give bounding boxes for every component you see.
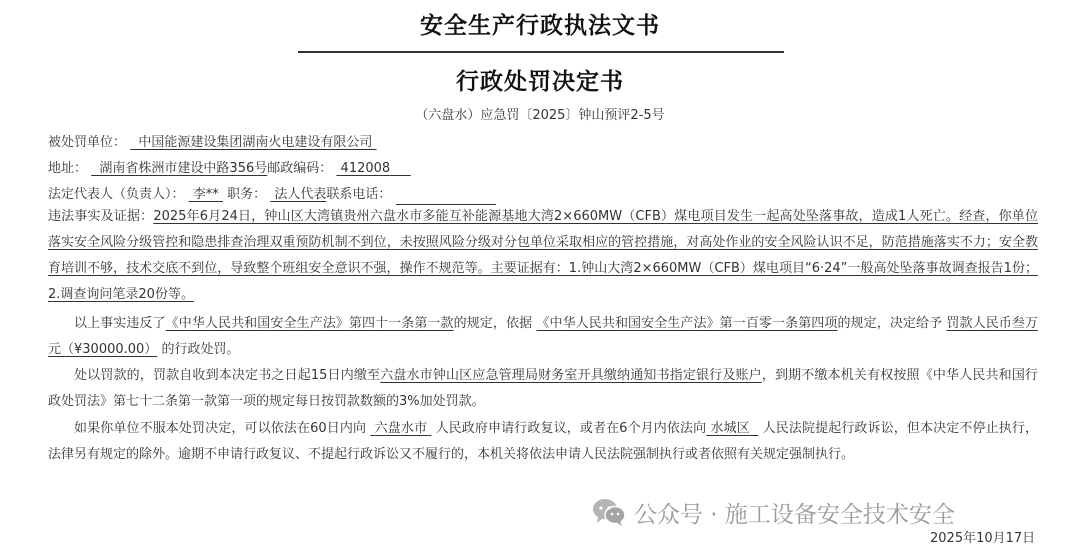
position-value: 法人代表 (274, 187, 327, 202)
penalized-unit-value: 中国能源建设集团湖南火电建设有限公司 (138, 135, 373, 150)
decision-paragraph (48, 311, 1038, 363)
postcode-label: 邮政编码： (267, 161, 333, 176)
appeal-paragraph (48, 416, 1038, 468)
penalized-unit-label: 被处罚单位： (48, 135, 127, 150)
payment-text-a: 处以罚款的，罚款自收到本决定书之日起15日内缴至 (74, 368, 381, 383)
address-label: 地址： (48, 161, 88, 176)
title-divider (298, 51, 784, 53)
watermark-text: 公众号 · 施工设备安全技术安全 (634, 501, 955, 528)
payment-paragraph (48, 363, 1038, 415)
document-number: （六盘水）应急罚〔2025〕钟山预评2-5号 (415, 108, 665, 123)
review-government: 六盘水市 (374, 421, 428, 436)
payment-text-b: ，到期不缴本机关有权按照《中华人民共和国行政处罚法》第七十二条第一款第一项的规定每日按罚款数额的3%加处罚款。 (48, 368, 1038, 409)
document-main-title: 安全生产行政执法文书 (420, 13, 660, 39)
appeal-text-b: 人民政府申请行政复议，或者在6个月内依法向 (435, 421, 707, 436)
position-label: 职务： (227, 187, 267, 202)
appeal-text-a: 如果你单位不服本处罚决定，可以依法在60日内向 (74, 421, 367, 436)
wechat-icon (592, 497, 626, 527)
violation-label: 违法事实及证据： (48, 209, 154, 224)
representative-label: 法定代表人（负责人）： (48, 187, 185, 202)
phone-label: 联系电话： (326, 187, 392, 202)
wechat-watermark (592, 492, 955, 532)
appeal-text-c: 人民法院提起行政诉讼，但本决定不停止执行，法律另有规定的除外。逾期不申请行政复议、不提起行政诉讼又不履行的，本机关将依法申请人民法院强制执行或者依照有关规定强制执行。 (48, 421, 1038, 462)
violated-law: 《中华人民共和国安全生产法》第四十一条第一款 (165, 316, 454, 331)
violation-text: 2025年6月24日，钟山区大湾镇贵州六盘水市多能互补能源基地大湾2×660MW（CFB）煤电项目发生一起高处坠落事故，造成1人死亡。经查，你单位落实安全风险分级管控和隐患排查治理双重预防机制不到位，未按照风险分级对分包单位采取相应的管控措施，对高处作业的安全风险认识不足，防范措施落实不力；安全教育培训不够，技术交底不到位，导致整个班组安全意识不强，操作不规范等。主要证据有：1.钟山大湾2×660MW（CFB）煤电项目“6·24”一般高处坠落事故调查报告1份；2.调查询问笔录20份等。 (48, 209, 1038, 302)
issue-date: 2025年10月17日 (930, 531, 1036, 546)
violation-facts-paragraph (48, 204, 1038, 308)
penalty-amount: 罚款人民币叁万元（¥30000.00） (48, 316, 1038, 357)
postcode-value: 412008 (340, 161, 391, 176)
address-value: 湖南省株洲市建设中路356号 (99, 161, 268, 176)
payment-bank: 六盘水市钟山区应急管理局财务室开具缴纳通知书指定银行及账户 (380, 368, 762, 383)
litigation-court: 水城区 (710, 421, 750, 436)
legal-representative-row (48, 183, 496, 205)
document-sub-title: 行政处罚决定书 (456, 69, 624, 95)
decision-text-c: 的规定，决定给予 (837, 316, 943, 331)
decision-text-d: 的行政处罚。 (161, 342, 240, 357)
applied-law: 《中华人民共和国安全生产法》第一百零一条第四项 (536, 316, 838, 331)
representative-value: 李** (192, 187, 219, 202)
phone-blank (396, 189, 496, 205)
decision-text-b: 的规定，依据 (453, 316, 533, 331)
address-row (48, 157, 411, 176)
decision-text-a: 以上事实违反了 (74, 316, 166, 331)
penalized-unit-row (48, 131, 377, 150)
